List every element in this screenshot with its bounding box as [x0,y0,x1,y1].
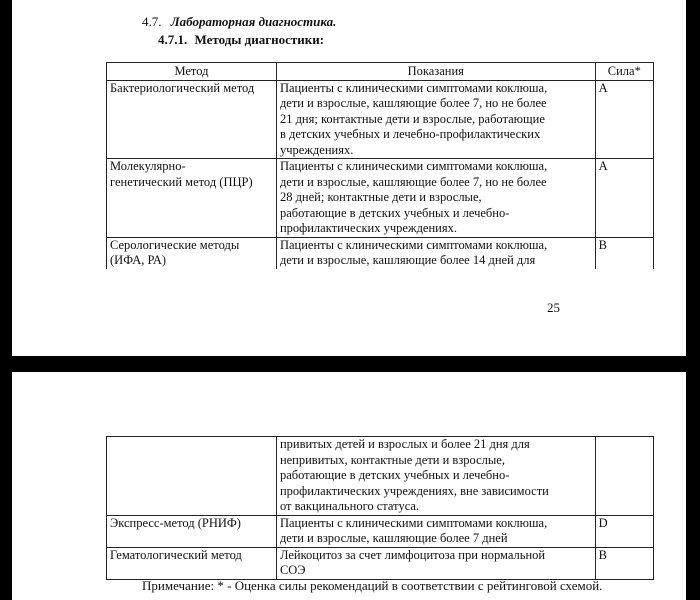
cell-line: Гематологический метод [110,547,242,562]
indication-cell [276,437,595,516]
section-heading [142,14,336,30]
method-cell [107,515,277,547]
diagnostics-table [106,62,654,269]
header-indications: Показания [276,63,595,81]
table-header-row [107,63,654,81]
cell-line: СОЭ [279,563,306,577]
cell-line: Экспресс-метод (РНИФ) [110,515,241,530]
method-cell [107,437,277,516]
header-strength: Сила* [595,63,653,81]
cell-line: от вакцинального статуса. [279,499,420,513]
document-page-2 [12,372,686,600]
cell-line: 21 дня; контактные дети и взрослые, работающие [279,111,545,126]
document-page-1 [12,0,686,356]
strength-cell: B [595,237,653,269]
strength-cell: A [595,159,653,238]
cell-line: Пациенты с клиническими симптомами коклюша, [279,80,548,95]
diagnostics-table-continued [106,436,654,580]
cell-line: Серологические методы [110,237,240,252]
table-row [107,515,654,547]
cell-line: 28 дней; контактные дети и взрослые, [279,190,482,204]
cell-line: Бактериологический метод [110,80,255,95]
method-cell [107,159,277,238]
table-footnote: Примечание: * - Оценка силы рекомендаций в соответствии с рейтинговой схемой. [142,578,603,593]
cell-line: профилактических учреждениях. [279,221,457,235]
cell-line: непривитых, контактные дети и взрослые, [279,452,505,467]
header-method: Метод [107,63,277,81]
page-number: 25 [547,300,560,315]
table-row [107,80,654,159]
method-cell [107,237,277,269]
cell-line: дети и взрослые, кашляющие более 7, но не более [279,174,547,189]
cell-line: работающие в детских учебных и лечебно- [279,468,510,482]
cell-line: Пациенты с клиническими симптомами коклюша, [279,515,548,530]
cell-line: работающие в детских учебных и лечебно- [279,205,510,220]
section-title: Лабораторная диагностика. [170,14,337,29]
strength-cell: A [595,80,653,159]
cell-line: (ИФА, РА) [110,253,167,267]
table-row [107,159,654,238]
cell-line: дети и взрослые, кашляющие более 7 дней [279,531,508,545]
cell-line: дети и взрослые, кашляющие более 14 дней для [279,253,536,267]
indication-cell [276,237,595,269]
cell-line: в детских учебных и лечебно-профилактических [279,127,541,141]
method-cell [107,80,277,159]
strength-cell: D [595,515,653,547]
section-number: 4.7. [142,14,162,29]
method-cell [107,547,277,579]
table-row [107,547,654,579]
indication-cell [276,80,595,159]
cell-line: Молекулярно- [110,159,186,173]
cell-line: учреждениях. [279,142,354,157]
table-row [107,237,654,269]
indication-cell [276,515,595,547]
strength-cell: B [595,547,653,579]
cell-line: профилактических учреждениях, вне зависимости [279,483,549,498]
cell-line: дети и взрослые, кашляющие более 7, но не более [279,96,547,110]
subsection-heading [158,32,324,48]
subsection-title: Методы диагностики: [194,32,325,47]
cell-line: Лейкоцитоз за счет лимфоцитоза при нормальной [279,547,546,562]
cell-line: привитых детей и взрослых и более 21 дня для [279,437,530,451]
indication-cell [276,547,595,579]
cell-line: Пациенты с клиническими симптомами коклюша, [279,159,548,173]
cell-line: генетический метод (ПЦР) [110,174,253,189]
table-row [107,437,654,516]
indication-cell [276,159,595,238]
subsection-number: 4.7.1. [158,32,188,47]
cell-line: Пациенты с клиническими симптомами коклюша, [279,237,548,252]
strength-cell [595,437,653,516]
